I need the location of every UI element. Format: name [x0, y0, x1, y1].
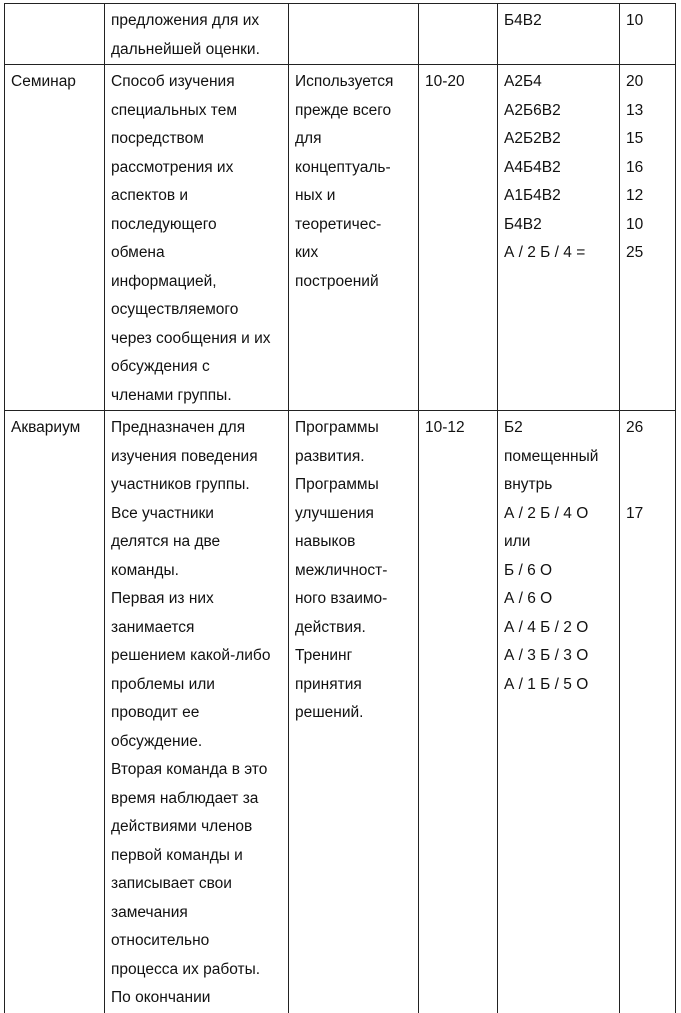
cell-name: [5, 4, 105, 65]
description-line: занимается: [111, 614, 282, 643]
description-line: дальнейшей оценки.: [111, 36, 282, 65]
group-size-line: 10-20: [425, 68, 491, 97]
description-line: осуществляемого: [111, 296, 282, 325]
composition-line: Б4В2: [504, 7, 613, 36]
usage-line: навыков: [295, 528, 412, 557]
composition-line: А / 6 О: [504, 585, 613, 614]
description-line: относительно: [111, 927, 282, 956]
usage-line: ных и: [295, 182, 412, 211]
description-line: Способ изучения: [111, 68, 282, 97]
description-line: решением какой-либо: [111, 642, 282, 671]
table-row: [5, 4, 676, 65]
composition-line: внутрь: [504, 471, 613, 500]
name-line: Семинар: [11, 68, 98, 97]
composition-line: А2Б4: [504, 68, 613, 97]
description-line: последующего: [111, 211, 282, 240]
description-line: через сообщения и их: [111, 325, 282, 354]
group-size-line: 10-12: [425, 414, 491, 443]
description-line: рассмотрения их: [111, 154, 282, 183]
cell-description: [105, 65, 289, 411]
cell-composition: [498, 65, 620, 411]
description-line: обсуждение.: [111, 728, 282, 757]
composition-line: А2Б2В2: [504, 125, 613, 154]
description-line: специальных тем: [111, 97, 282, 126]
cell-values: [620, 65, 676, 411]
usage-line: Программы: [295, 471, 412, 500]
usage-line: ного взаимо-: [295, 585, 412, 614]
composition-line: помещенный: [504, 443, 613, 472]
usage-line: для: [295, 125, 412, 154]
composition-line: А / 4 Б / 2 О: [504, 614, 613, 643]
usage-line: улучшения: [295, 500, 412, 529]
description-line: действиями членов: [111, 813, 282, 842]
description-line: первой команды и: [111, 842, 282, 871]
description-line: команды.: [111, 557, 282, 586]
name-line: Аквариум: [11, 414, 98, 443]
usage-line: Тренинг: [295, 642, 412, 671]
description-line: аспектов и: [111, 182, 282, 211]
usage-line: ких: [295, 239, 412, 268]
composition-line: Б2: [504, 414, 613, 443]
composition-line: А2Б6В2: [504, 97, 613, 126]
cell-composition: [498, 4, 620, 65]
description-line: Все участники: [111, 500, 282, 529]
description-line: Первая из них: [111, 585, 282, 614]
table-row: [5, 411, 676, 1013]
composition-line: Б / 6 О: [504, 557, 613, 586]
cell-name: [5, 411, 105, 1013]
description-line: делятся на две: [111, 528, 282, 557]
cell-composition: [498, 411, 620, 1013]
composition-line: А / 2 Б / 4 =: [504, 239, 613, 268]
usage-line: решений.: [295, 699, 412, 728]
description-line: проводит ее: [111, 699, 282, 728]
description-line: замечания: [111, 899, 282, 928]
methods-table: [4, 3, 676, 1013]
description-line: Вторая команда в это: [111, 756, 282, 785]
description-line: посредством: [111, 125, 282, 154]
composition-line: А4Б4В2: [504, 154, 613, 183]
composition-line: или: [504, 528, 613, 557]
usage-line: прежде всего: [295, 97, 412, 126]
values-line: 20: [626, 68, 669, 97]
values-line: 12: [626, 182, 669, 211]
cell-values: [620, 4, 676, 65]
composition-line: А / 2 Б / 4 О: [504, 500, 613, 529]
description-line: процесса их работы.: [111, 956, 282, 985]
table-row: [5, 65, 676, 411]
description-line: изучения поведения: [111, 443, 282, 472]
usage-line: построений: [295, 268, 412, 297]
cell-usage: [289, 411, 419, 1013]
values-line: 17: [626, 500, 669, 529]
usage-line: Используется: [295, 68, 412, 97]
cell-group-size: [419, 65, 498, 411]
values-line: 16: [626, 154, 669, 183]
description-line: Предназначен для: [111, 414, 282, 443]
cell-description: [105, 411, 289, 1013]
description-line: обсуждения с: [111, 353, 282, 382]
description-line: предложения для их: [111, 7, 282, 36]
cell-usage: [289, 4, 419, 65]
description-line: записывает свои: [111, 870, 282, 899]
cell-name: [5, 65, 105, 411]
usage-line: действия.: [295, 614, 412, 643]
cell-group-size: [419, 411, 498, 1013]
cell-values: [620, 411, 676, 1013]
description-line: членами группы.: [111, 382, 282, 411]
description-line: обмена: [111, 239, 282, 268]
usage-line: принятия: [295, 671, 412, 700]
values-line: 13: [626, 97, 669, 126]
description-line: проблемы или: [111, 671, 282, 700]
description-line: время наблюдает за: [111, 785, 282, 814]
values-line: 15: [626, 125, 669, 154]
description-line: По окончании: [111, 984, 282, 1013]
values-line: 10: [626, 7, 669, 36]
values-line: 25: [626, 239, 669, 268]
values-line: 10: [626, 211, 669, 240]
values-line: 26: [626, 414, 669, 443]
composition-line: А / 1 Б / 5 О: [504, 671, 613, 700]
usage-line: Программы: [295, 414, 412, 443]
description-line: информацией,: [111, 268, 282, 297]
usage-line: межличност-: [295, 557, 412, 586]
composition-line: А1Б4В2: [504, 182, 613, 211]
composition-line: А / 3 Б / 3 О: [504, 642, 613, 671]
description-line: участников группы.: [111, 471, 282, 500]
composition-line: Б4В2: [504, 211, 613, 240]
cell-group-size: [419, 4, 498, 65]
usage-line: теоретичес-: [295, 211, 412, 240]
values-line: [626, 471, 669, 500]
values-line: [626, 443, 669, 472]
usage-line: развития.: [295, 443, 412, 472]
usage-line: концептуаль-: [295, 154, 412, 183]
cell-description: [105, 4, 289, 65]
cell-usage: [289, 65, 419, 411]
